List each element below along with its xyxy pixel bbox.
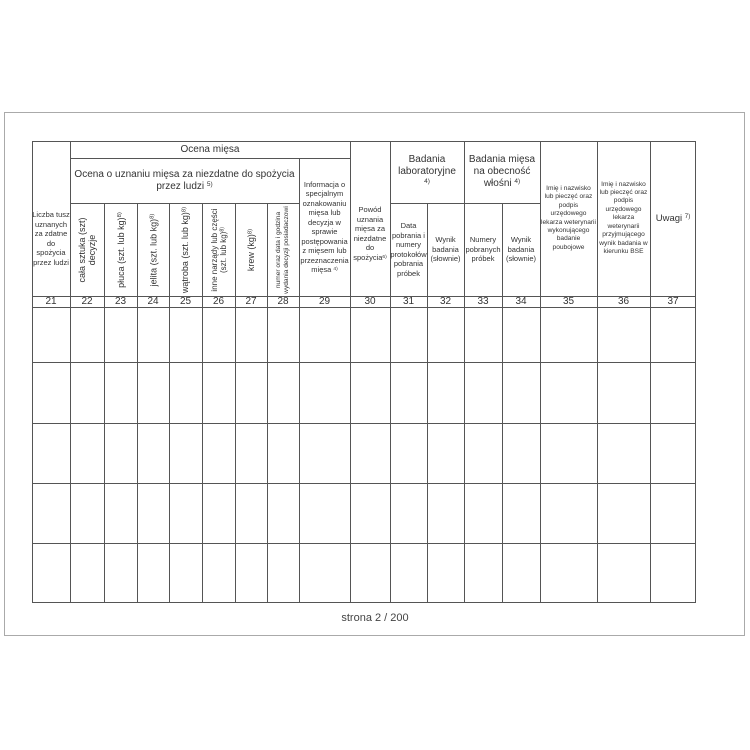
- column-number: 21: [45, 296, 57, 307]
- group-header-unfit-for-consumption: Ocena o uznaniu mięsa za niezdatne do spożycia przez ludzi $^{5)}$: [74, 168, 295, 192]
- column-header-lab-result: Wynik badania (słownie): [430, 235, 461, 264]
- column-number: 26: [212, 296, 225, 307]
- column-number: 28: [277, 296, 289, 307]
- column-number: 27: [245, 296, 257, 307]
- column-header-other-organs: inne narządy lub części (szt. lub kg)$^{8)}$: [209, 207, 228, 292]
- table-row[interactable]: [32, 362, 696, 423]
- column-number: 23: [114, 296, 127, 307]
- column-header-decision-number-date: numer oraz data i godzina wydania decyzji posiadaczowi: [275, 205, 290, 294]
- table-row[interactable]: [32, 483, 696, 543]
- column-header-vet-post-mortem: Imię i nazwisko lub pieczęć oraz podpis urzędowego lekarza weterynarii wykonującego badanie poubojowe: [541, 184, 596, 251]
- column-header-liver: wątroba (szt. lub kg)$^{8)}$: [180, 206, 191, 293]
- table-row[interactable]: [32, 543, 696, 603]
- column-header-special-marking-info: Informacja o specjalnym oznakowaniu mięsa lub decyzja w sprawie postępowania z mięsem lub przeznaczenia mięsa $^{4)}$: [300, 179, 349, 274]
- column-header-sample-numbers: Numery pobranych próbek: [465, 235, 501, 264]
- column-number: 37: [667, 296, 679, 307]
- column-number: 33: [477, 296, 489, 307]
- column-header-sampling-date-protocols: Data pobrania i numery protokołów pobrania próbek: [390, 221, 427, 278]
- column-number: 25: [179, 296, 192, 307]
- column-header-trichinella-result: Wynik badania (słownie): [505, 235, 536, 264]
- column-header-lungs: płuca (szt. lub kg)$^{8)}$: [115, 211, 126, 288]
- column-header-blood: krew (kg)$^{8)}$: [246, 228, 256, 271]
- page-number: strona 2 / 200: [341, 612, 409, 624]
- group-header-lab-tests: Badania laboratoryjne $^{4)}$: [398, 154, 456, 186]
- table-row[interactable]: [32, 307, 696, 362]
- meat-inspection-table: [32, 141, 696, 603]
- column-header-fit-carcasses-count: Liczba tusz uznanych za zdatne do spożycia przez ludzi: [32, 210, 70, 267]
- column-number: 35: [562, 296, 575, 307]
- group-header-meat-assessment: Ocena mięsa: [180, 143, 240, 155]
- column-number: 31: [402, 296, 415, 307]
- column-number: 24: [147, 296, 159, 307]
- table-row[interactable]: [32, 423, 696, 483]
- column-header-intestines: jelita (szt. lub kg)$^{8)}$: [148, 213, 159, 286]
- column-number: 29: [318, 296, 331, 307]
- column-header-whole-animal: cała sztuka (szt) decyzje: [77, 216, 97, 283]
- column-number: 30: [364, 296, 376, 307]
- column-header-unfit-reason: Powód uznania mięsa za niezdatne do spożycia$^{6)}$: [353, 205, 387, 262]
- column-header-remarks: Uwagi $^{7)}$: [655, 213, 691, 224]
- column-header-vet-bse-result: Imię i nazwisko lub pieczęć oraz podpis urzędowego lekarza weterynarii przyjmującego wynik badania w kierunku BSE: [599, 180, 648, 255]
- column-number: 32: [439, 296, 452, 307]
- column-number: 34: [515, 296, 527, 307]
- column-number: 36: [617, 296, 630, 307]
- group-header-trichinella-tests: Badania mięsa na obecność włośni $^{4)}$: [468, 154, 536, 189]
- column-number: 22: [81, 296, 93, 307]
